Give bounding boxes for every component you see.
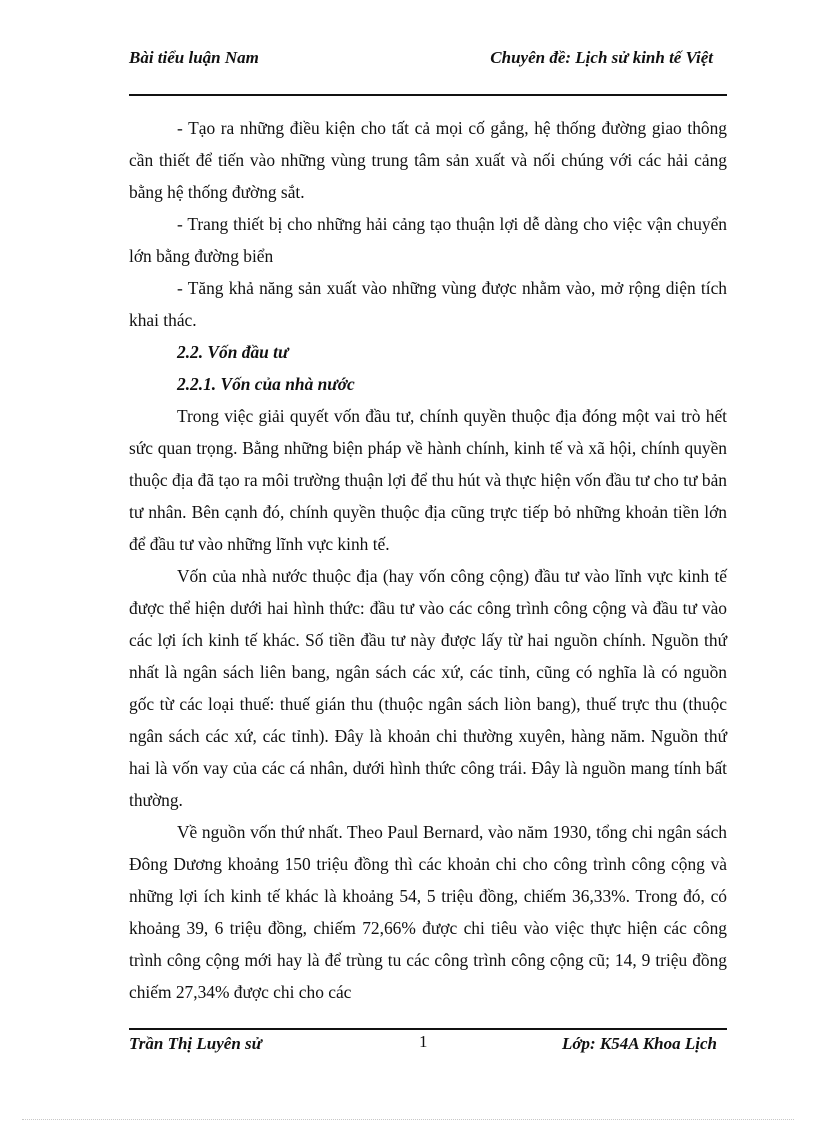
paragraph-4: Trong việc giải quyết vốn đầu tư, chính quyền thuộc địa đóng một vai trò hết sức quan trọng. Bằng những biện pháp về hành chính, kinh tế và xã hội, chính quyền thuộc địa đã tạo ra môi trường thuận lợi để thu hút và thực hiện vốn đầu tư cho tư bản tư nhân. Bên cạnh đó, chính quyền thuộc địa cũng trực tiếp bỏ những khoản tiền lớn để đầu tư vào những lĩnh vực kinh tế. — [129, 406, 727, 554]
paragraph-6: Về nguồn vốn thứ nhất. Theo Paul Bernard, vào năm 1930, tổng chi ngân sách Đông Dương khoảng 150 triệu đồng thì các khoản chi cho công trình công cộng và những lợi ích kinh tế khác là khoảng 54, 5 triệu đồng, chiếm 36,33%. Trong đó, có khoảng 39, 6 triệu đồng, chiếm 72,66% được chi tiêu vào việc thực hiện các công trình công cộng mới hay là để trùng tu các công trình công cộng cũ; 14, 9 triệu đồng chiếm 27,34% được chi cho các — [129, 822, 727, 1002]
paragraph-2: - Trang thiết bị cho những hải cảng tạo thuận lợi dễ dàng cho việc vận chuyển lớn bằng đường biển — [129, 214, 727, 266]
footer-author: Trần Thị Luyên sử — [129, 1034, 262, 1053]
paragraph-1: - Tạo ra những điều kiện cho tất cả mọi cố gắng, hệ thống đường giao thông cần thiết để tiến vào những vùng trung tâm sản xuất và nối chúng với các hải cảng bằng hệ thống đường sắt. — [129, 118, 727, 202]
page-number: 1 — [419, 1032, 428, 1051]
header-left-title: Bài tiểu luận Nam — [129, 48, 259, 67]
document-body — [129, 112, 727, 1008]
paragraph-3: - Tăng khả năng sản xuất vào những vùng được nhằm vào, mở rộng diện tích khai thác. — [129, 278, 727, 330]
footer-divider — [129, 1028, 727, 1030]
page-bottom-dotted-line — [22, 1119, 794, 1120]
page-header — [129, 48, 727, 94]
subsection-heading: 2.2.1. Vốn của nhà nước — [177, 374, 355, 394]
header-divider — [129, 94, 727, 96]
page-footer — [129, 1033, 727, 1077]
footer-class: Lớp: K54A Khoa Lịch — [561, 1034, 717, 1053]
header-right-title: Chuyên đề: Lịch sử kinh tế Việt — [490, 48, 713, 67]
section-heading: 2.2. Vốn đầu tư — [177, 342, 289, 362]
paragraph-5: Vốn của nhà nước thuộc địa (hay vốn công cộng) đầu tư vào lĩnh vực kinh tế được thể hiện dưới hai hình thức: đầu tư vào các công trình công cộng và đầu tư vào các lợi ích kinh tế khác. Số tiền đầu tư này được lấy từ hai nguồn chính. Nguồn thứ nhất là ngân sách liên bang, ngân sách các xứ, các tỉnh, cũng có nghĩa là có nguồn gốc từ các loại thuế: thuế gián thu (thuộc ngân sách liòn bang), thuế trực thu (thuộc ngân sách các xứ, các tỉnh). Đây là khoản chi thường xuyên, hàng năm. Nguồn thứ hai là vốn vay của các cá nhân, dưới hình thức công trái. Đây là nguồn mang tính bất thường. — [129, 566, 727, 810]
